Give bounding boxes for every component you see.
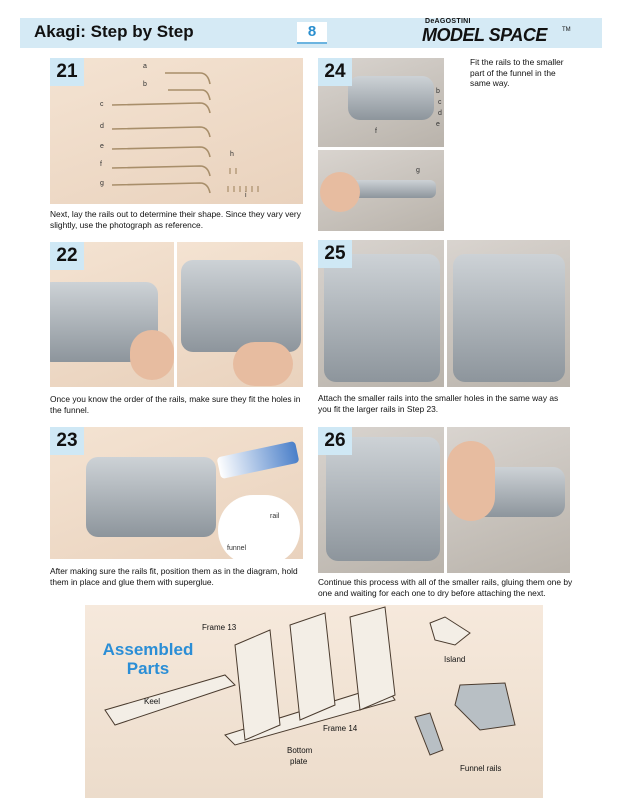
- label-frame14: Frame 14: [323, 724, 358, 733]
- page-title: Akagi: Step by Step: [34, 22, 194, 41]
- rails-layout-icon: [50, 58, 303, 204]
- label-keel: Keel: [144, 697, 161, 706]
- rail-label-i: i: [245, 192, 247, 199]
- funnel-icon: [86, 457, 216, 537]
- step22-photo-right: [177, 242, 303, 387]
- label-island: Island: [444, 655, 466, 664]
- diagram-rail-label: rail: [270, 513, 280, 520]
- rail-label-g: g: [100, 180, 104, 187]
- step22-caption: Once you know the order of the rails, make sure they fit the holes in the funnel.: [50, 394, 301, 415]
- assembled-title: [97, 640, 199, 678]
- brand-publisher: DeAGOSTINI: [425, 18, 471, 25]
- assembled-title-line2: Parts: [126, 659, 170, 678]
- step24-caption: Fit the rails to the smaller part of the funnel in the same way.: [470, 57, 564, 88]
- step21-number: 21: [50, 58, 84, 86]
- step24-number: 24: [318, 58, 352, 86]
- step24-label-e: e: [436, 121, 440, 128]
- step24-label-d: d: [438, 110, 442, 117]
- step21-photo: [50, 58, 303, 204]
- funnel-small-icon: [348, 76, 434, 120]
- rail-label-b: b: [143, 81, 147, 88]
- step26-number: 26: [318, 427, 352, 455]
- step22-number: 22: [50, 242, 84, 270]
- step23-caption: After making sure the rails fit, position them as in the diagram, hold them in place and glue them with superglue.: [50, 566, 298, 587]
- step23-photo: [50, 427, 303, 559]
- glue-tube-icon: [217, 441, 300, 479]
- page-number: 8: [297, 22, 327, 44]
- label-frame13: Frame 13: [202, 623, 237, 632]
- label-funnel-rails: Funnel rails: [460, 764, 502, 773]
- step25-caption: Attach the smaller rails into the smaller holes in the same way as you fit the larger rails in Step 23.: [318, 393, 559, 414]
- rail-label-f: f: [100, 161, 102, 168]
- funnel-icon: [326, 437, 440, 561]
- step23-number: 23: [50, 427, 84, 455]
- rail-label-a: a: [143, 63, 147, 70]
- rail-label-c: c: [100, 101, 104, 108]
- label-bottom-plate-1: Bottom: [287, 746, 313, 755]
- funnel-icon: [324, 254, 440, 382]
- rail-label-e: e: [100, 143, 104, 150]
- step24-label-b: b: [436, 88, 440, 95]
- step24-photo-bottom: [318, 150, 444, 231]
- hand-icon: [233, 342, 293, 386]
- step26-caption: Continue this process with all of the smaller rails, gluing them one by one and waiting for each one to dry before attaching the next.: [318, 577, 573, 598]
- step24-label-g: g: [416, 167, 420, 174]
- step25-number: 25: [318, 240, 352, 268]
- funnel-icon: [181, 260, 301, 352]
- assembled-title-line1: Assembled: [102, 640, 194, 659]
- hand-icon: [447, 441, 495, 521]
- diagram-funnel-label: funnel: [227, 545, 247, 552]
- step21-caption: Next, lay the rails out to determine their shape. Since they vary very slightly, use the photograph as reference.: [50, 209, 301, 230]
- rail-label-h: h: [230, 151, 234, 158]
- step25-photo-right: [447, 240, 570, 387]
- brand-trademark: TM: [562, 27, 571, 33]
- hand-icon: [320, 172, 360, 212]
- hand-icon: [130, 330, 174, 380]
- brand-logo: MODEL SPACE: [422, 25, 547, 45]
- step24-label-c: c: [438, 99, 442, 106]
- label-bottom-plate-2: plate: [290, 757, 308, 766]
- step26-photo-right: [447, 427, 570, 573]
- rail-label-d: d: [100, 123, 104, 130]
- funnel-icon: [453, 254, 565, 382]
- step24-label-f: f: [375, 128, 377, 135]
